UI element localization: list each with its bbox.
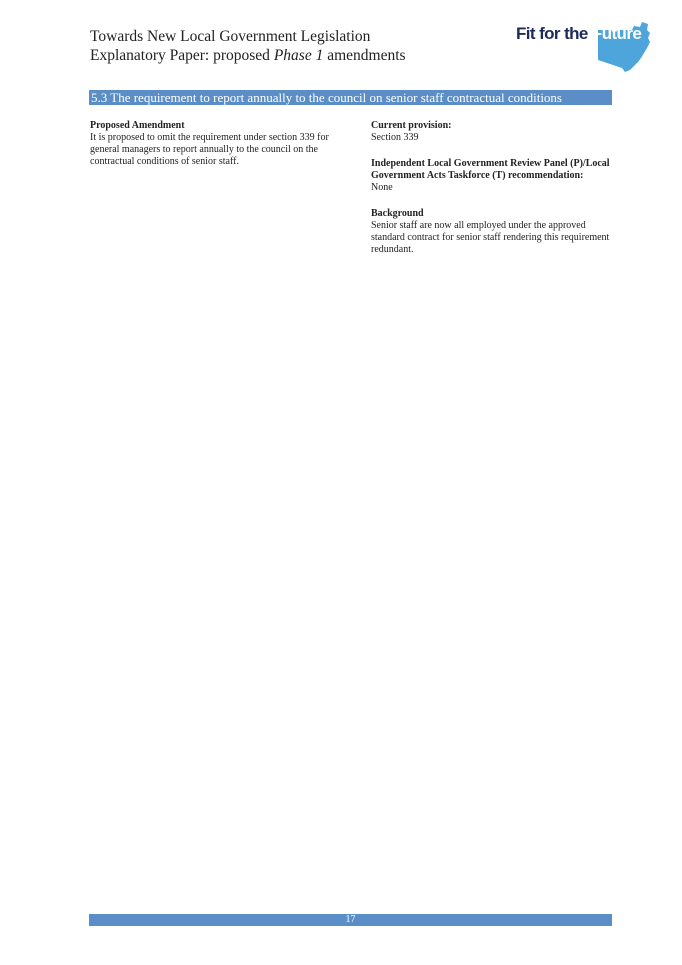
header-line2-italic: Phase 1	[273, 47, 324, 64]
recommendation-block	[371, 158, 611, 194]
header-line2-suffix: amendments	[323, 47, 406, 64]
logo-text	[516, 24, 641, 44]
background-heading: Background	[371, 208, 424, 219]
fit-for-the-future-logo	[516, 20, 656, 74]
recommendation-body: None	[371, 182, 393, 193]
page-number-footer: 17	[89, 914, 612, 926]
proposed-amendment-body: It is proposed to omit the requirement under section 339 for general managers to report annually to the council on the contractual conditions of senior staff.	[90, 132, 329, 167]
header-title-line2	[90, 46, 406, 65]
header-title-line1: Towards New Local Government Legislation	[90, 28, 371, 45]
background-block	[371, 208, 611, 256]
logo-text-light: Future	[591, 24, 642, 43]
logo-text-dark: Fit for the	[516, 24, 592, 43]
left-column	[90, 120, 350, 168]
section-heading: 5.3 The requirement to report annually to the council on senior staff contractual conditions	[89, 90, 612, 105]
document-header	[90, 27, 406, 65]
header-line2-prefix: Explanatory Paper: proposed	[90, 47, 274, 64]
background-body: Senior staff are now all employed under the approved standard contract for senior staff rendering this requirement redundant.	[371, 220, 610, 255]
current-provision-block	[371, 120, 611, 144]
right-column	[371, 120, 611, 270]
proposed-amendment-heading: Proposed Amendment	[90, 120, 185, 131]
recommendation-heading: Independent Local Government Review Panel (P)/Local Government Acts Taskforce (T) recommendation:	[371, 158, 610, 181]
current-provision-body: Section 339	[371, 132, 419, 143]
current-provision-heading: Current provision:	[371, 120, 452, 131]
